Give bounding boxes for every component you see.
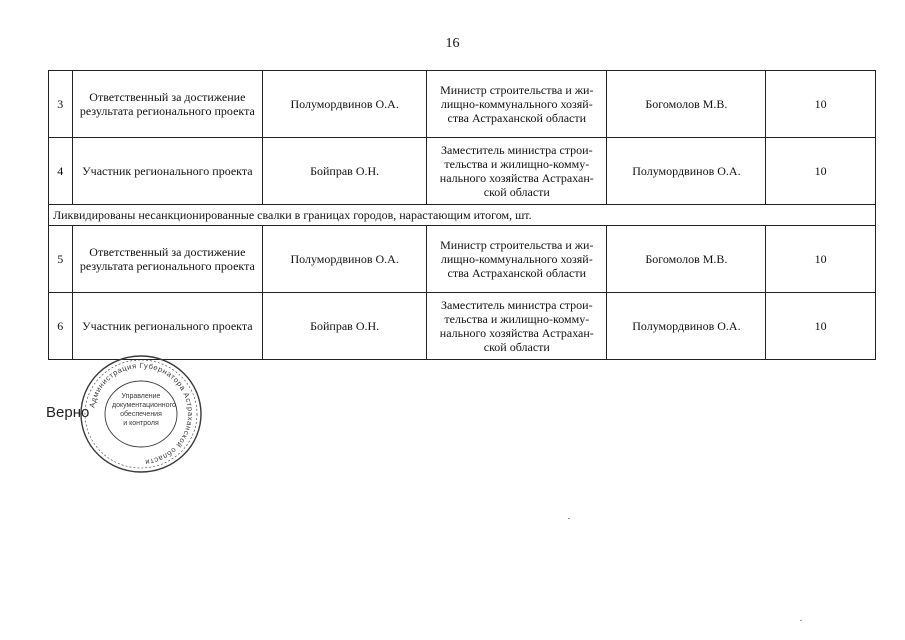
section-header-row xyxy=(49,205,876,226)
scan-speck xyxy=(800,620,802,621)
value-cell: 10 xyxy=(766,71,876,138)
verno-mark: Верно xyxy=(46,404,90,421)
person-cell: Бойправ О.Н. xyxy=(263,293,427,360)
value-cell: 10 xyxy=(766,293,876,360)
person-cell: Полумордвинов О.А. xyxy=(263,226,427,293)
role-cell: Участник регионального проекта xyxy=(72,138,263,205)
value-cell: 10 xyxy=(766,138,876,205)
role-cell: Ответственный за достижение результата регионального проекта xyxy=(72,71,263,138)
responsibility-table xyxy=(48,70,876,360)
supervisor-cell: Полумордвинов О.А. xyxy=(607,138,766,205)
value-cell: 10 xyxy=(766,226,876,293)
page-number: 16 xyxy=(445,36,460,51)
position-cell: Заместитель министра строительства и жилищно-коммунального хозяйства Астраханской области xyxy=(427,293,607,360)
position-cell: Заместитель министра строительства и жилищно-коммунального хозяйства Астраханской области xyxy=(427,138,607,205)
stamp-ring-text: Администрация Губернатора Астраханской области xyxy=(87,360,196,467)
supervisor-cell: Полумордвинов О.А. xyxy=(607,293,766,360)
certification-area xyxy=(40,352,240,482)
person-cell: Бойправ О.Н. xyxy=(263,138,427,205)
supervisor-cell: Богомолов М.В. xyxy=(607,71,766,138)
table-row xyxy=(49,71,876,138)
table-row xyxy=(49,293,876,360)
row-number: 6 xyxy=(49,293,73,360)
person-cell: Полумордвинов О.А. xyxy=(263,71,427,138)
supervisor-cell: Богомолов М.В. xyxy=(607,226,766,293)
scan-speck xyxy=(568,518,570,519)
table-row xyxy=(49,138,876,205)
role-cell: Участник регионального проекта xyxy=(72,293,263,360)
row-number: 4 xyxy=(49,138,73,205)
role-cell: Ответственный за достижение результата регионального проекта xyxy=(72,226,263,293)
table-row xyxy=(49,226,876,293)
section-header: Ликвидированы несанкционированные свалки в границах городов, нарастающим итогом, шт. xyxy=(49,205,876,226)
position-cell: Министр строительства и жилищно-коммунального хозяйства Астраханской области xyxy=(427,71,607,138)
row-number: 5 xyxy=(49,226,73,293)
position-cell: Министр строительства и жилищно-коммунального хозяйства Астраханской области xyxy=(427,226,607,293)
stamp-inner-text: Управление документационного обеспечения и контроля xyxy=(112,393,176,427)
row-number: 3 xyxy=(49,71,73,138)
